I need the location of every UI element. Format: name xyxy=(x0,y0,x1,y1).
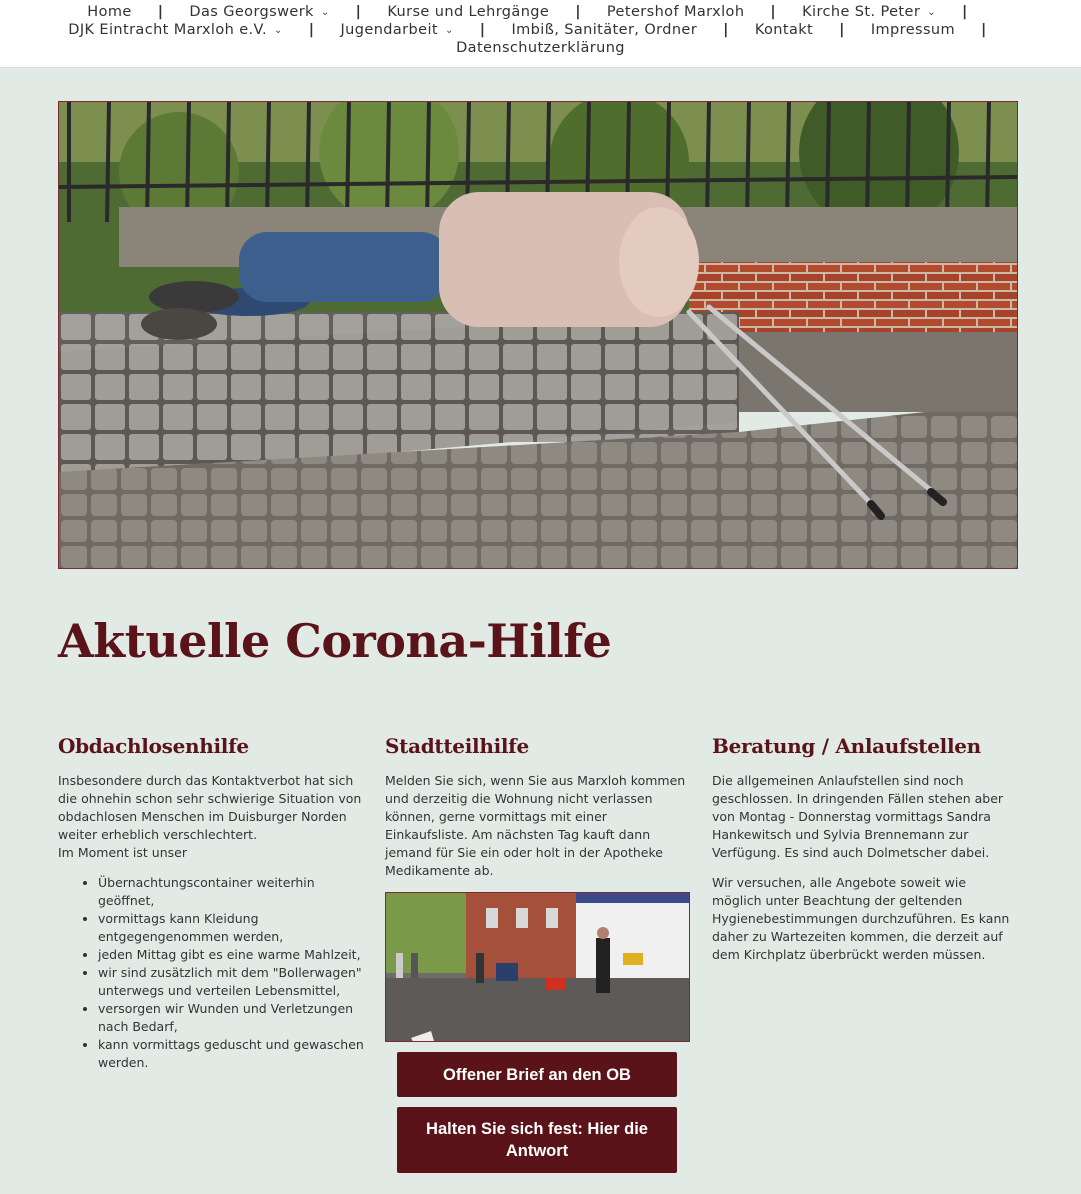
hero-image xyxy=(58,101,1018,569)
nav-separator: | xyxy=(723,22,729,38)
stadtteilhilfe-text: Melden Sie sich, wenn Sie aus Marxloh kommen und derzeitig die Wohnung nicht verlassen können, gerne vormittags mit einer Einkaufsliste. Am nächsten Tag kauft dann jemand für Sie ein oder holt in der Apotheke Medikamente ab. xyxy=(385,773,686,878)
nav-label: Home xyxy=(87,4,132,20)
obdachlosenhilfe-section xyxy=(58,734,364,1072)
answer-button[interactable]: Halten Sie sich fest: Hier die Antwort xyxy=(397,1107,677,1173)
intro-text: Insbesondere durch das Kontaktverbot hat sich die ohnehin schon sehr schwierige Situation von obdachlosen Menschen im Duisburger Norden weiter erheblich verschlechtert. xyxy=(58,773,362,842)
stadtteilhilfe-section xyxy=(385,734,691,1173)
nav-impressum[interactable] xyxy=(871,22,955,38)
stadtteilhilfe-heading: Stadtteilhilfe xyxy=(385,734,529,758)
list-item: • kann vormittags geduscht und gewaschen werden. xyxy=(98,1036,364,1072)
nav-label: Kontakt xyxy=(754,22,814,38)
list-item: • wir sind zusätzlich mit dem "Bollerwagen" unterwegs und verteilen Lebensmittel, xyxy=(98,964,364,1000)
nav-imbiss-sanitaeter-ordner[interactable] xyxy=(511,22,697,38)
list-item: • jeden Mittag gibt es eine warme Mahlzeit, xyxy=(98,946,364,964)
nav-separator: | xyxy=(157,4,164,20)
nav-petershof-marxloh[interactable] xyxy=(607,4,744,20)
beratung-paragraph-1: Die allgemeinen Anlaufstellen sind noch geschlossen. In dringenden Fällen stehen aber von Montag - Donnerstag vormittags Sandra Hankewitsch und Sylvia Brennemann zur Verfügung. Es sind auch Dolmetscher dabei. xyxy=(712,773,1004,860)
nav-kirche-st-peter[interactable] xyxy=(802,4,936,20)
beratung-paragraph-2: Wir versuchen, alle Angebote soweit wie möglich unter Beachtung der geltenden Hygienebestimmungen durchzuführen. Es kann daher zu Wartezeiten kommen, die derzeit auf dem Kirchplatz überbrückt werden müssen. xyxy=(712,875,1010,962)
nav-label: Das Georgswerk xyxy=(189,4,314,20)
nav-separator: | xyxy=(479,22,486,38)
list-item: • Übernachtungscontainer weiterhin geöffnet, xyxy=(98,874,364,910)
obdachlosenhilfe-intro xyxy=(58,772,364,862)
list-item: • versorgen wir Wunden und Verletzungen nach Bedarf, xyxy=(98,1000,364,1036)
nav-datenschutzerklaerung[interactable] xyxy=(456,40,625,56)
nav-das-georgswerk[interactable] xyxy=(189,4,329,20)
nav-row-3 xyxy=(0,40,1081,56)
nav-label: Kurse und Lehrgänge xyxy=(387,4,550,20)
nav-kontakt[interactable] xyxy=(755,22,813,38)
nav-jugendarbeit[interactable] xyxy=(341,22,454,38)
beratung-heading: Beratung / Anlaufstellen xyxy=(712,734,981,758)
nav-label: Kirche St. Peter xyxy=(802,4,921,20)
nav-separator: | xyxy=(355,4,362,20)
nav-djk-eintracht[interactable] xyxy=(68,22,283,38)
page-title: Aktuelle Corona-Hilfe xyxy=(58,614,612,668)
chevron-down-icon[interactable]: ⌄ xyxy=(320,6,330,18)
nav-label: DJK Eintracht Marxloh e.V. xyxy=(68,22,268,38)
nav-label: Datenschutzerklärung xyxy=(456,40,625,56)
nav-separator: | xyxy=(575,4,581,20)
intro-text-2: Im Moment ist unser xyxy=(58,845,187,860)
nav-label: Petershof Marxloh xyxy=(606,4,745,20)
nav-label: Imbiß, Sanitäter, Ordner xyxy=(511,22,698,38)
open-letter-button[interactable]: Offener Brief an den OB xyxy=(397,1052,677,1097)
list-item: • vormittags kann Kleidung entgegengenommen werden, xyxy=(98,910,364,946)
obdachlosenhilfe-heading: Obdachlosenhilfe xyxy=(58,734,249,758)
nav-separator: | xyxy=(981,22,987,38)
main-navigation xyxy=(0,0,1081,68)
nav-row-1 xyxy=(0,4,1081,20)
nav-separator: | xyxy=(308,22,315,38)
nav-row-2 xyxy=(0,22,1081,38)
street-scene-photo xyxy=(385,892,690,1042)
services-list xyxy=(58,874,364,1072)
nav-label: Impressum xyxy=(870,22,956,38)
chevron-down-icon[interactable]: ⌄ xyxy=(927,6,936,18)
beratung-section xyxy=(712,734,1018,964)
nav-separator: | xyxy=(962,4,968,20)
chevron-down-icon[interactable]: ⌄ xyxy=(274,24,283,36)
nav-label: Jugendarbeit xyxy=(340,22,438,38)
nav-home[interactable] xyxy=(87,4,131,20)
nav-kurse-und-lehrgaenge[interactable] xyxy=(387,4,549,20)
nav-separator: | xyxy=(839,22,845,38)
nav-separator: | xyxy=(770,4,777,20)
chevron-down-icon[interactable]: ⌄ xyxy=(444,24,454,36)
